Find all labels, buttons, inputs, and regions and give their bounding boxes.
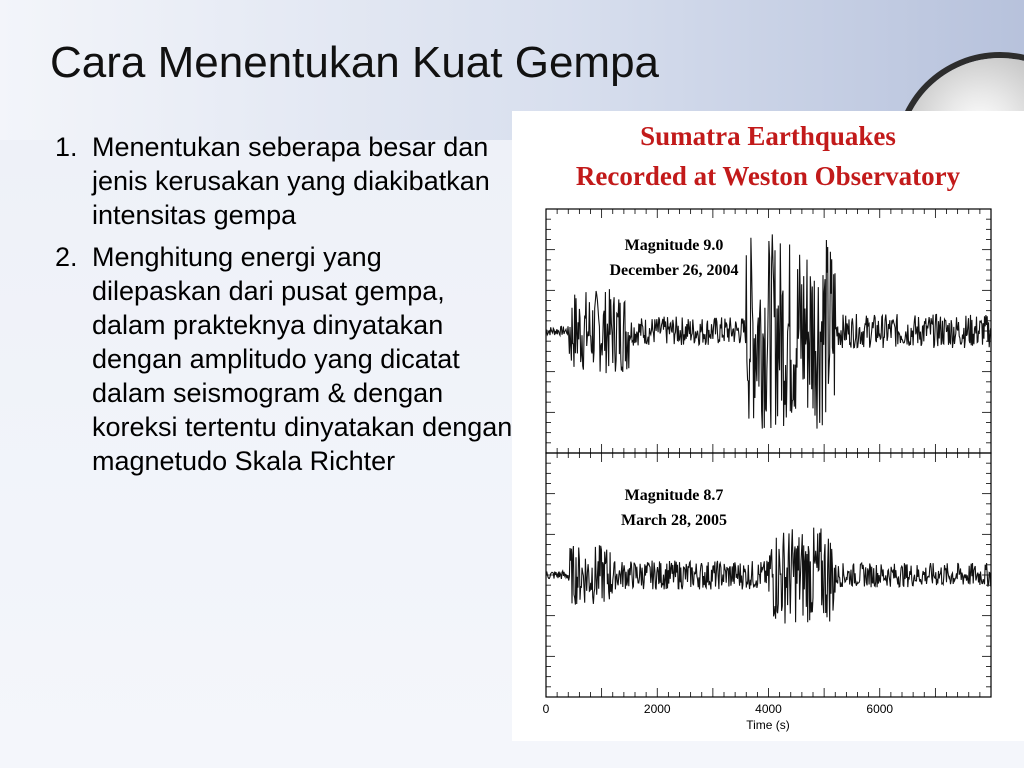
item-text: Menentukan seberapa besar dan jenis kerusakan yang diakibatkan intensitas gempa <box>92 132 490 230</box>
item-text: Menghitung energi yang dilepaskan dari pusat gempa, dalam prakteknya dinyatakan dengan amplitudo yang dicatat dalam seismogram & dengan koreksi tertentu dinyatakan dengan magnetudo Skala Richter <box>92 242 513 476</box>
x-tick-labels <box>543 702 894 716</box>
list-item <box>55 240 515 478</box>
x-axis-label: Time (s) <box>746 718 790 732</box>
item-number: 1. <box>55 132 78 162</box>
item-number: 2. <box>55 242 78 272</box>
seismogram-figure <box>512 111 1024 741</box>
figure-title-line1: Sumatra Earthquakes <box>640 121 896 151</box>
panel2-annotation-magnitude: Magnitude 8.7 <box>624 487 724 504</box>
x-tick-label: 0 <box>542 702 550 716</box>
x-tick-label: 6000 <box>866 702 894 716</box>
panel1-annotation-magnitude: Magnitude 9.0 <box>624 237 724 254</box>
list-item <box>55 130 515 232</box>
plot-area <box>546 209 991 697</box>
x-tick-label: 2000 <box>643 702 671 716</box>
seismogram-chart <box>512 111 1024 741</box>
bullet-list <box>55 130 515 486</box>
figure-title-line2: Recorded at Weston Observatory <box>575 161 961 191</box>
slide-title: Cara Menentukan Kuat Gempa <box>50 38 660 87</box>
x-tick-label: 4000 <box>755 702 782 716</box>
panel2-annotation-date: March 28, 2005 <box>621 512 727 529</box>
seismogram-trace <box>546 528 991 624</box>
panel1-annotation-date: December 26, 2004 <box>609 262 739 279</box>
